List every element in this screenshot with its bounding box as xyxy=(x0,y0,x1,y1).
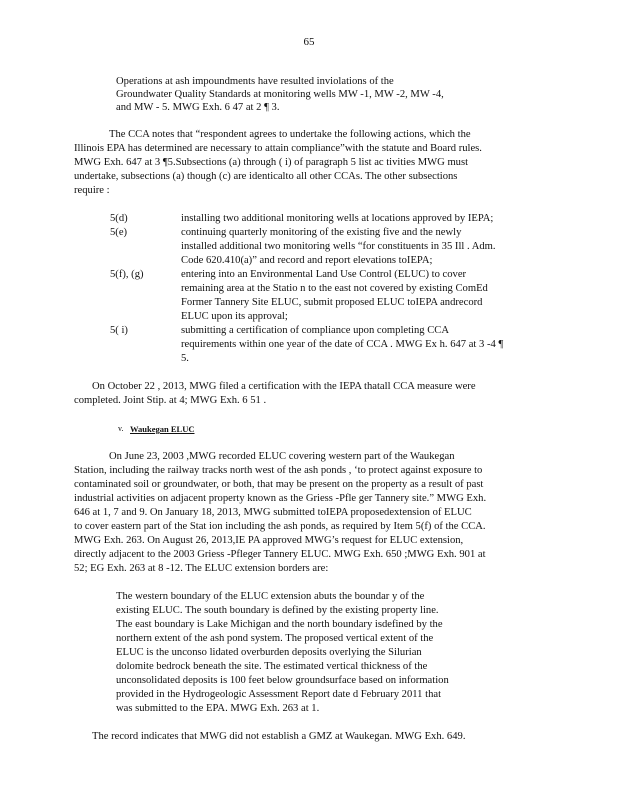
action-text: Former Tannery Site ELUC, submit proposed ELUC toIEPA andrecord xyxy=(181,297,483,308)
paragraph-line: require : xyxy=(74,185,110,196)
action-text: requirements within one year of the date of CCA . MWG Ex h. 647 at 3 -4 ¶ xyxy=(181,339,504,350)
paragraph-line: directly adjacent to the 2003 Griess -Pfleger Tannery ELUC. MWG Exh. 650 ;MWG Exh. 901 at xyxy=(74,549,486,560)
paragraph-line: 52; EG Exh. 263 at 8 -12. The ELUC extension borders are: xyxy=(74,563,329,574)
block-quote-line: unconsolidated deposits is 100 feet below groundsurface based on information xyxy=(116,675,449,686)
paragraph-line: MWG Exh. 647 at 3 ¶5.Subsections (a) through ( i) of paragraph 5 list ac tivities MWG must xyxy=(74,157,469,168)
block-quote-line: and MW - 5. MWG Exh. 6 47 at 2 ¶ 3. xyxy=(116,102,280,113)
action-label: 5( i) xyxy=(110,325,128,336)
action-text: entering into an Environmental Land Use Control (ELUC) to cover xyxy=(181,269,467,280)
paragraph-line: Station, including the railway tracks north west of the ash ponds , ‘to protect against exposure to xyxy=(74,465,483,476)
action-label: 5(f), (g) xyxy=(110,269,144,280)
paragraph-line: The CCA notes that “respondent agrees to undertake the following actions, which the xyxy=(109,129,471,140)
paragraph-line: Illinois EPA has determined are necessary to attain compliance”with the statute and Board rules. xyxy=(74,143,482,154)
action-text: installed additional two monitoring wells “for constituents in 35 Ill . Adm. xyxy=(181,241,496,252)
block-quote-line: The east boundary is Lake Michigan and the north boundary isdefined by the xyxy=(116,619,443,630)
paragraph-line: MWG Exh. 263. On August 26, 2013,IE PA approved MWG’s request for ELUC extension, xyxy=(74,535,464,546)
action-label: 5(d) xyxy=(110,213,128,224)
paragraph-line: 646 at 1, 7 and 9. On January 18, 2013, MWG submitted toIEPA proposedextension of ELUC xyxy=(74,507,472,518)
action-text: remaining area at the Statio n to the east not covered by existing ComEd xyxy=(181,283,488,294)
paragraph-line: The record indicates that MWG did not establish a GMZ at Waukegan. MWG Exh. 649. xyxy=(92,731,466,742)
block-quote-line: provided in the Hydrogeologic Assessment Report date d February 2011 that xyxy=(116,689,442,700)
action-label: 5(e) xyxy=(110,227,128,238)
subheading-title: Waukegan ELUC xyxy=(130,424,195,434)
action-text: continuing quarterly monitoring of the existing five and the newly xyxy=(181,227,462,238)
action-text: submitting a certification of compliance upon completing CCA xyxy=(181,325,450,336)
paragraph-line: completed. Joint Stip. at 4; MWG Exh. 6 51 . xyxy=(74,395,267,406)
block-quote-line: dolomite bedrock beneath the site. The estimated vertical thickness of the xyxy=(116,661,428,672)
block-quote-line: was submitted to the EPA. MWG Exh. 263 at 1. xyxy=(116,703,320,714)
paragraph-line: industrial activities on adjacent property known as the Griess -Pfle ger Tannery site.” MWG Exh. xyxy=(74,493,487,504)
block-quote-line: ELUC is the unconso lidated overburden deposits overlying the Silurian xyxy=(116,647,422,658)
block-quote-line: Operations at ash impoundments have resulted inviolations of the xyxy=(116,76,394,87)
paragraph-line: undertake, subsections (a) though (c) are identicalto all other CCAs. The other subsections xyxy=(74,171,458,182)
paragraph-line: On June 23, 2003 ,MWG recorded ELUC covering western part of the Waukegan xyxy=(109,451,455,462)
page-number: 65 xyxy=(303,36,315,48)
action-text: 5. xyxy=(181,353,189,364)
block-quote-line: northern extent of the ash pond system. The proposed vertical extent of the xyxy=(116,633,434,644)
paragraph-line: contaminated soil or groundwater, or both, that may be present on the property as a result of past xyxy=(74,479,484,490)
paragraph-line: to cover eastern part of the Stat ion including the ash ponds, as required by Item 5(f) of the CCA. xyxy=(74,521,486,532)
paragraph-line: On October 22 , 2013, MWG filed a certification with the IEPA thatall CCA measure were xyxy=(92,381,476,392)
action-text: Code 620.410(a)” and record and report elevations toIEPA; xyxy=(181,255,433,266)
block-quote-line: existing ELUC. The south boundary is defined by the existing property line. xyxy=(116,605,439,616)
subheading-numeral: v. xyxy=(118,424,124,433)
block-quote-line: Groundwater Quality Standards at monitoring wells MW -1, MW -2, MW -4, xyxy=(116,89,444,100)
action-text: installing two additional monitoring wells at locations approved by IEPA; xyxy=(181,213,494,224)
block-quote-line: The western boundary of the ELUC extension abuts the boundar y of the xyxy=(116,591,425,602)
action-text: ELUC upon its approval; xyxy=(181,311,288,322)
